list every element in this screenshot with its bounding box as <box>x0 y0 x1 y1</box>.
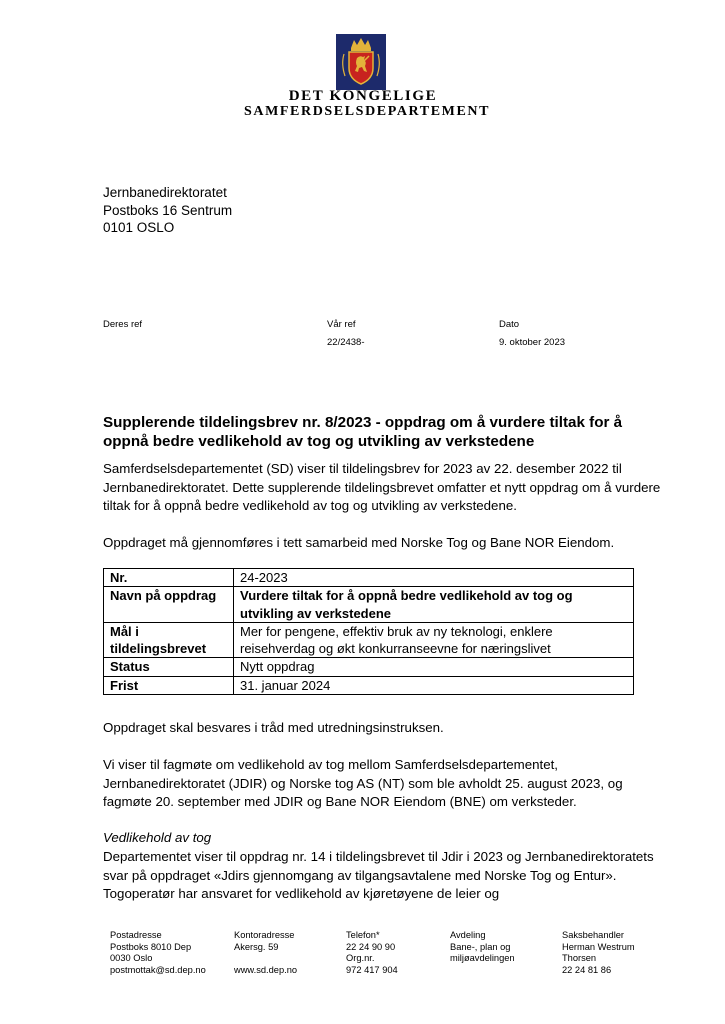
department-name-line1: DET KONGELIGE <box>288 88 438 104</box>
table-row <box>104 569 634 587</box>
footer-officer <box>562 930 635 976</box>
footer-postal-label: Postadresse <box>110 930 162 940</box>
footer-website-link[interactable]: www.sd.dep.no <box>234 964 298 975</box>
footer-phone-number: 22 24 90 90 <box>346 941 396 952</box>
row-value-deadline: 31. januar 2024 <box>234 676 634 694</box>
footer-officer-label: Saksbehandler <box>562 930 625 940</box>
recipient-address <box>103 184 232 237</box>
row-value-name: Vurdere tiltak for å oppnå bedre vedlikehold av tog og utvikling av verkstedene <box>234 587 634 623</box>
footer-department <box>450 930 515 965</box>
footer-orgnr-value: 972 417 904 <box>346 964 398 975</box>
footer-office-line2 <box>234 953 297 965</box>
table-row <box>104 587 634 623</box>
footer-office <box>234 930 297 976</box>
assignment-table <box>103 568 634 695</box>
instruction-paragraph: Oppdraget skal besvares i tråd med utredningsinstruksen. <box>103 720 444 735</box>
row-key-deadline: Frist <box>104 676 234 694</box>
our-ref-label: Vår ref <box>327 319 356 330</box>
footer-officer-name2: Thorsen <box>562 953 597 964</box>
recipient-postcode: 0101 OSLO <box>103 220 175 235</box>
footer-office-label: Kontoradresse <box>234 930 295 940</box>
cooperation-paragraph: Oppdraget må gjennomføres i tett samarbeid med Norske Tog og Bane NOR Eiendom. <box>103 535 615 550</box>
footer-postal <box>110 930 206 976</box>
letter-title: Supplerende tildelingsbrev nr. 8/2023 - oppdrag om å vurdere tiltak for å oppnå bedre vedlikehold av tog og utvikling av verkstedene <box>103 414 623 450</box>
row-key-name: Navn på oppdrag <box>104 587 234 623</box>
footer-office-line1: Akersg. 59 <box>234 941 279 952</box>
coat-of-arms-icon <box>336 34 386 90</box>
footer-department-line1: Bane-, plan og <box>450 941 511 952</box>
recipient-name: Jernbanedirektoratet <box>103 185 227 200</box>
subheading-maintenance: Vedlikehold av tog <box>103 830 212 845</box>
footer-email-link[interactable]: postmottak@sd.dep.no <box>110 964 206 975</box>
row-value-status: Nytt oppdrag <box>234 658 634 676</box>
row-key-goal: Mål i tildelingsbrevet <box>104 622 234 658</box>
row-key-nr: Nr. <box>104 569 234 587</box>
table-row <box>104 622 634 658</box>
maintenance-paragraph: Departementet viser til oppdrag nr. 14 i tildelingsbrevet til Jdir i 2023 og Jernbanedirektoratets svar på oppdraget «Jdirs gjennomgang av tilgangsavtalene med Norske Tog og Entur». Togoperatør har ansvaret for vedlikehold av kjøretøyene de leier og <box>103 849 654 902</box>
footer-phone-label: Telefon* <box>346 930 380 940</box>
date-value: 9. oktober 2023 <box>499 337 566 348</box>
footer-postal-line2: 0030 Oslo <box>110 953 153 964</box>
recipient-postbox: Postboks 16 Sentrum <box>103 202 233 218</box>
intro-paragraph: Samferdselsdepartementet (SD) viser til tildelingsbrev for 2023 av 22. desember 2022 til Jernbanedirektoratet. Dette supplerende tildelingsbrevet omfatter et nytt oppdrag om å vurdere tiltak for å oppnå bedre vedlikehold av tog og utvikling av verkstedene. <box>103 461 661 514</box>
meetings-paragraph: Vi viser til fagmøte om vedlikehold av tog mellom Samferdselsdepartementet, Jernbanedirektoratet (JDIR) og Norske tog AS (NT) som ble avholdt 25. august 2023, og fagmøte 20. september med JDIR og Bane NOR Eiendom (BNE) om verksteder. <box>103 757 623 810</box>
footer-officer-phone: 22 24 81 86 <box>562 964 612 975</box>
footer-department-line2: miljøavdelingen <box>450 953 515 964</box>
footer-postal-line1: Postboks 8010 Dep <box>110 941 192 952</box>
row-value-nr: 24-2023 <box>234 569 634 587</box>
footer-phone <box>346 930 398 976</box>
footer-officer-name1: Herman Westrum <box>562 941 635 952</box>
your-ref-label: Deres ref <box>103 319 143 330</box>
row-value-goal: Mer for pengene, effektiv bruk av ny teknologi, enklere reisehverdag og økt konkurranseevne for næringslivet <box>234 622 634 658</box>
row-key-status: Status <box>104 658 234 676</box>
table-row <box>104 676 634 694</box>
our-ref-value: 22/2438- <box>327 337 365 348</box>
date-label: Dato <box>499 319 520 330</box>
footer-orgnr-label: Org.nr. <box>346 953 375 964</box>
footer-department-label: Avdeling <box>450 930 486 940</box>
department-name-line2: SAMFERDSELSDEPARTEMENT <box>244 104 491 119</box>
table-row <box>104 658 634 676</box>
